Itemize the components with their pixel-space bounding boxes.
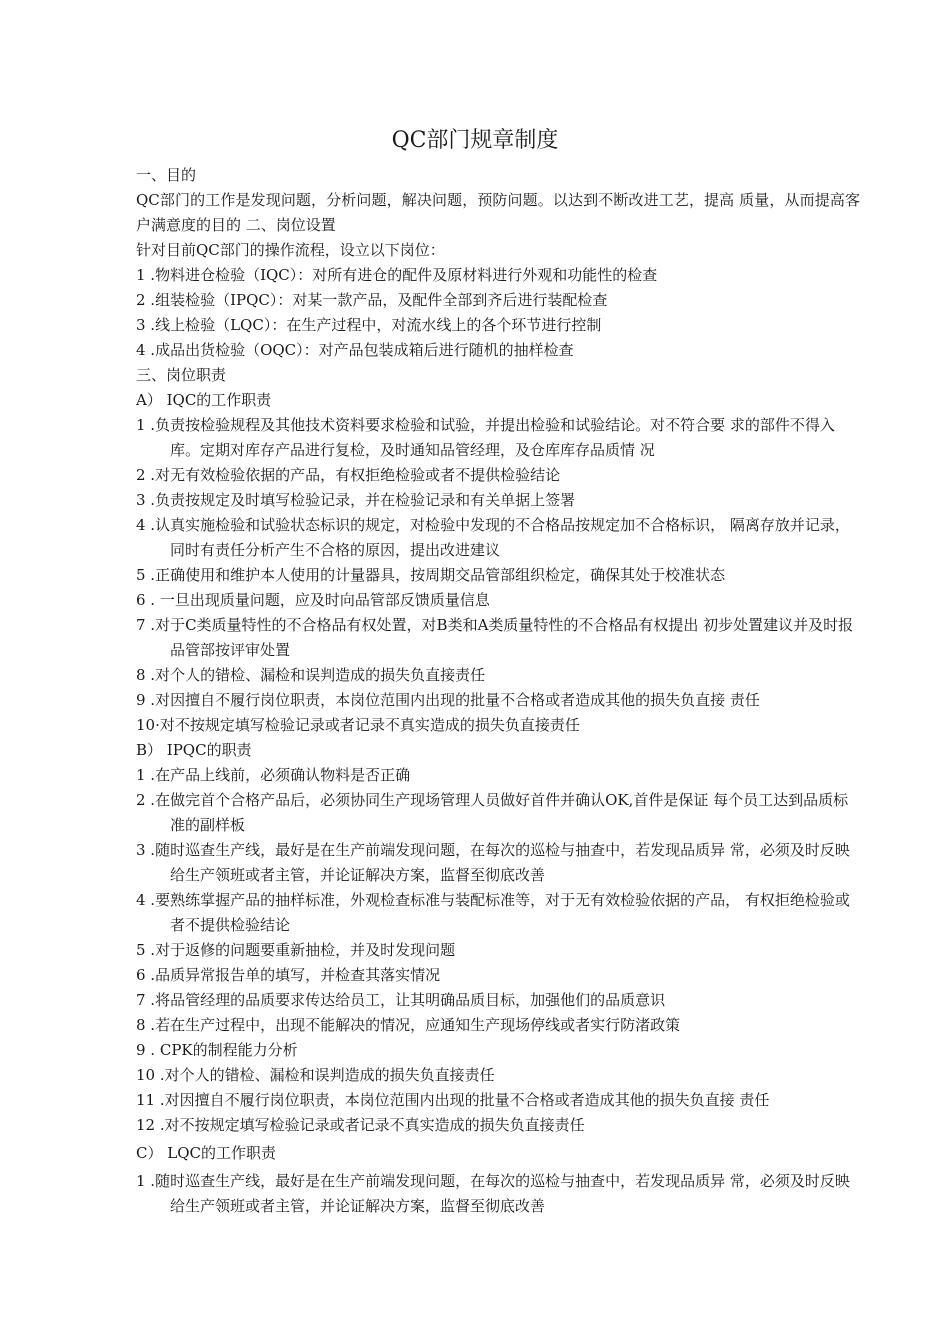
list-item: 3 .负责按规定及时填写检验记录，并在检验记录和有关单据上签署 xyxy=(136,491,576,509)
list-item: 1 .负责按检验规程及其他技术资料要求检验和试验，并提出检验和试验结论。对不符合要 求的部件不得入库。定期对库存产品进行复检，及时通知品管经理，及仓库库存品质情 况 xyxy=(136,416,835,459)
list-item: 1 .在产品上线前，必须确认物料是否正确 xyxy=(136,766,411,784)
section-heading-duties: 三、岗位职责 xyxy=(136,366,227,384)
subheading-ipqc: B） IPQC的职责 xyxy=(136,741,252,759)
document-body xyxy=(136,163,860,1219)
list-item: 12 .对不按规定填写检验记录或者记录不真实造成的损失负直接责任 xyxy=(136,1116,585,1134)
list-item: 5 .对于返修的问题要重新抽检，并及时发现问题 xyxy=(136,941,456,959)
ipqc-list xyxy=(136,763,860,1138)
list-item: 2 .组装检验（IPQC）：对某一款产品，及配件全部到齐后进行装配检查 xyxy=(136,291,608,309)
list-item: 4 .成品出货检验（OQC）：对产品包装成箱后进行随机的抽样检查 xyxy=(136,341,574,359)
positions-intro: 针对目前QC部门的操作流程，设立以下岗位： xyxy=(136,241,445,259)
page-title: QC部门规章制度 xyxy=(391,128,559,153)
list-item: 2 .对无有效检验依据的产品，有权拒绝检验或者不提供检验结论 xyxy=(136,466,561,484)
list-item: 3 .随时巡查生产线，最好是在生产前端发现问题，在每次的巡检与抽查中，若发现品质异 常，必须及时反映给生产领班或者主管，并论证解决方案，监督至彻底改善 xyxy=(136,841,850,884)
list-item: 2 .在做完首个合格产品后，必须协同生产现场管理人员做好首件并确认OK,首件是保证 每个员工达到品质标准的副样板 xyxy=(136,791,849,834)
list-item: 6 .品质异常报告单的填写，并检查其落实情况 xyxy=(136,966,441,984)
list-item: 9 .对因擅自不履行岗位职责，本岗位范围内出现的批量不合格或者造成其他的损失负直接 责任 xyxy=(136,691,760,709)
iqc-list xyxy=(136,413,860,738)
list-item: 4 .要熟练掌握产品的抽样标准，外观检查标准与装配标准等，对于无有效检验依据的产品， 有权拒绝检验或者不提供检验结论 xyxy=(136,891,850,934)
list-item: 8 .若在生产过程中，出现不能解决的情况，应通知生产现场停线或者实行防渚政策 xyxy=(136,1016,681,1034)
list-item: 6 . 一旦出现质量问题，应及时向品管部反馈质量信息 xyxy=(136,591,490,609)
subheading-lqc: C） LQC的工作职责 xyxy=(136,1144,276,1162)
list-item: 10·对不按规定填写检验记录或者记录不真实造成的损失负直接责任 xyxy=(136,716,580,734)
list-item: 4 .认真实施检验和试验状态标识的规定，对检验中发现的不合格品按规定加不合格标识， 隔离存放并记录，同时有责任分析产生不合格的原因，提出改进建议 xyxy=(136,516,850,559)
positions-list xyxy=(136,263,860,363)
lqc-list xyxy=(136,1169,860,1219)
section-heading-purpose: 一、目的 xyxy=(136,166,197,184)
list-item: 3 .线上检验（LQC）：在生产过程中，对流水线上的各个环节进行控制 xyxy=(136,316,602,334)
list-item: 9 . CPK的制程能力分析 xyxy=(136,1041,298,1059)
list-item: 1 .物料进仓检验（IQC）：对所有进仓的配件及原材料进行外观和功能性的检查 xyxy=(136,266,658,284)
purpose-paragraph: QC部门的工作是发现问题，分析问题，解决问题，预防问题。以达到不断改进工艺，提高 质量，从而提高客户满意度的目的 二、岗位设置 xyxy=(136,191,860,234)
list-item: 7 .将品管经理的品质要求传达给员工，让其明确品质目标，加强他们的品质意识 xyxy=(136,991,666,1009)
list-item: 5 .正确使用和维护本人使用的计量器具，按周期交品管部组织检定，确保其处于校准状态 xyxy=(136,566,726,584)
list-item: 8 .对个人的错检、漏检和误判造成的损失负直接责任 xyxy=(136,666,486,684)
list-item: 1 .随时巡查生产线，最好是在生产前端发现问题，在每次的巡检与抽查中，若发现品质异 常，必须及时反映给生产领班或者主管，并论证解决方案，监督至彻底改善 xyxy=(136,1172,850,1215)
list-item: 7 .对于C类质量特性的不合格品有权处置，对B类和A类质量特性的不合格品有权提出 初步处置建议并及时报品管部按评审处置 xyxy=(136,616,854,659)
list-item: 11 .对因擅自不履行岗位职责，本岗位范围内出现的批量不合格或者造成其他的损失负直接 责任 xyxy=(136,1091,770,1109)
list-item: 10 .对个人的错检、漏检和误判造成的损失负直接责任 xyxy=(136,1066,495,1084)
subheading-iqc: A） IQC的工作职责 xyxy=(136,391,272,409)
